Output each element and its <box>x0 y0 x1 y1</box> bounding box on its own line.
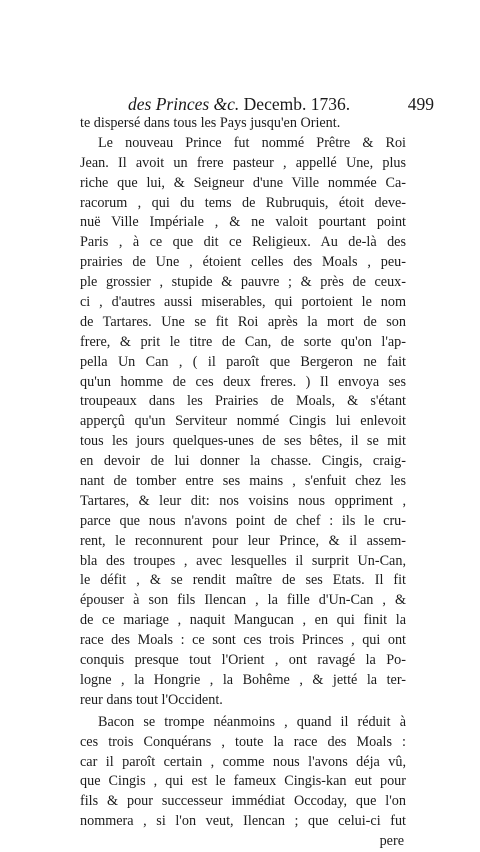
text-line: race des Moals : ce sont ces trois Princes , qui ont <box>80 632 406 649</box>
text-line: de ce mariage , naquit Mangucan , en qui finit la <box>80 612 406 629</box>
text-line: que Cingis , qui est le fameux Cingis-kan eut pour <box>80 773 406 790</box>
text-line: Le nouveau Prince fut nommé Prêtre & Roi <box>98 134 406 151</box>
text-line: qu'un homme de ces deux freres. ) Il envoya ses <box>80 373 406 390</box>
text-line: te dispersé dans tous les Pays jusqu'en Orient. <box>80 115 341 131</box>
text-line: rent, le reconnurent pour leur Prince, & il assem- <box>80 532 406 549</box>
running-head <box>128 92 434 116</box>
text-line: fils & pour successeur immédiat Occoday, que l'on <box>80 793 406 810</box>
text-line: reur dans tout l'Occident. <box>80 691 223 708</box>
text-line: Tartares, & leur dit: nos voisins nous oppriment , <box>80 492 406 509</box>
text-line: le défit , & se rendit maître de ses Etats. Il fit <box>80 572 406 589</box>
text-line: parce que nous n'avons point de chef : ils le cru- <box>80 512 406 529</box>
text-line: car il paroît certain , comme nous l'avons déja vû, <box>80 753 406 770</box>
text-line: prairies de Une , étoient celles des Moals , peu- <box>80 254 406 271</box>
page-number: 499 <box>407 94 434 114</box>
text-line: de Tartares. Une se fit Roi après la mort de son <box>80 313 406 330</box>
text-line: bla des troupes , avec lesquelles il surprit Un-Can, <box>80 552 406 569</box>
body-text <box>80 114 406 852</box>
text-line: apperçû qu'un Serviteur nommé Cingis lui enlevoit <box>80 413 406 430</box>
text-line: logne , la Hongrie , la Bohême , & jetté la ter- <box>80 671 406 688</box>
text-line: ple grossier , stupide & pauvre ; & près de ceux- <box>80 274 406 291</box>
text-line: nuë Ville Impériale , & ne valoit pourtant point <box>80 214 406 231</box>
text-line: épouser à son fils Ilencan , la fille d'Un-Can , & <box>80 592 406 609</box>
text-line: Paris , à ce que dit ce Religieux. Au de-là des <box>80 234 406 251</box>
text-line: troupeaux dans les Prairies de Moals, & s'étant <box>80 393 406 410</box>
text-line: racorum , qui du tems de Rubruquis, étoit deve- <box>80 194 406 211</box>
text-line: Bacon se trompe néanmoins , quand il réduit à <box>98 713 406 730</box>
text-line: Jean. Il avoit un frere pasteur , appellé Une, plus <box>80 154 406 171</box>
text-line: tous les jours quelques-unes de ses bêtes, il se mit <box>80 433 406 450</box>
text-line: ces trois Conquérans , toute la race des Moals : <box>80 733 406 750</box>
text-line: conquis presque tout l'Orient , ont ravagé la Po- <box>80 652 406 669</box>
text-line: en devoir de lui donner la chasse. Cingis, craig- <box>80 453 406 470</box>
text-line: ci , d'autres aussi miserables, qui portoient le nom <box>80 294 406 311</box>
running-head-title: des Princes &c. <box>128 94 240 114</box>
text-line: nommera , si l'on veut, Ilencan ; que celui-ci fut <box>80 813 406 830</box>
text-line: frere, & prit le titre de Can, de sorte qu'on l'ap- <box>80 333 406 350</box>
text-line: pella Un Can , ( il paroît que Bergeron ne fait <box>80 353 406 370</box>
catchword: pere <box>379 833 404 850</box>
text-line: riche que lui, & Seigneur d'une Ville nommée Ca- <box>80 174 406 191</box>
text-line: nant de tomber entre ses mains , s'enfuit chez les <box>80 473 406 490</box>
running-head-month: Decemb. <box>243 94 307 114</box>
running-head-year: 1736. <box>310 94 351 114</box>
